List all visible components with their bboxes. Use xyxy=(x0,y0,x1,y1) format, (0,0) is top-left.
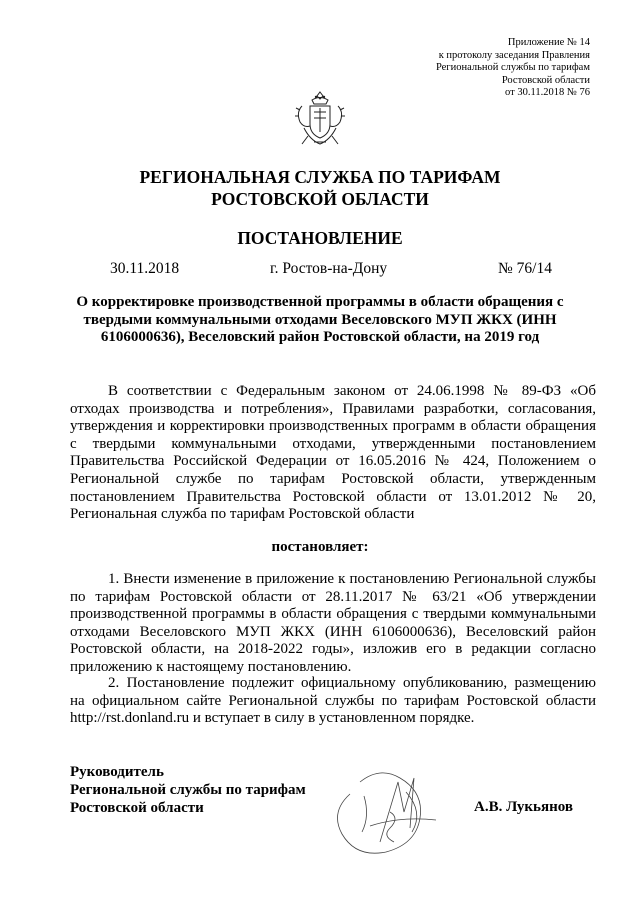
annex-line: от 30.11.2018 № 76 xyxy=(505,87,590,99)
preamble-paragraph: В соответствии с Федеральным законом от 24.06.1998 № 89-ФЗ «Об отходах производства и потребления», Правилами разработки, согласования, утверждения и корректировки производственных программ в области обращения с твердыми коммунальными отходами, утвержденными постановлением Правительства Российской Федерации от 16.05.2016 № 424, Положением о Региональной службе по тарифам Ростовской области, утвержденным постановлением Правительства Ростовской области от 13.01.2012 № 20, Региональная служба по тарифам Ростовской области xyxy=(70,383,596,523)
annex-note xyxy=(360,37,590,100)
annex-line: к протоколу заседания Правления xyxy=(438,49,590,61)
signatory-title-line: Руководитель xyxy=(70,764,164,780)
annex-line: Приложение № 14 xyxy=(507,37,590,48)
annex-line: Ростовской области xyxy=(501,74,590,86)
organization-name xyxy=(0,166,640,210)
coat-of-arms-icon xyxy=(294,86,346,150)
document-date: 30.11.2018 xyxy=(110,260,180,277)
organization-line: РЕГИОНАЛЬНАЯ СЛУЖБА ПО ТАРИФАМ xyxy=(139,167,501,187)
document-number: № 76/14 xyxy=(498,260,552,277)
document-city: г. Ростов-на-Дону xyxy=(270,260,388,277)
handwritten-signature xyxy=(330,762,470,862)
signatory-title-line: Ростовской области xyxy=(70,799,204,816)
signatory-name: А.В. Лукьянов xyxy=(474,799,573,815)
organization-line: РОСТОВСКОЙ ОБЛАСТИ xyxy=(211,189,429,209)
signatory-title-line: Региональной службы по тарифам xyxy=(70,781,306,798)
document-subject: О корректировке производственной программы в области обращения с твердыми коммунальными отходами Веселовского МУП ЖКХ (ИНН 6106000636), Веселовский район Ростовской области, на 2019 год xyxy=(76,294,564,346)
clause-paragraph: 2. Постановление подлежит официальному опубликованию, размещению на официальном сайте Региональной службы по тарифам Ростовской области http://rst.donland.ru и вступает в силу в установленном порядке. xyxy=(70,675,596,727)
clause-paragraph: 1. Внести изменение в приложение к постановлению Региональной службы по тарифам Ростовской области от 28.11.2017 № 63/21 «Об утверждении производственной программы в области обращения с твердыми коммунальными отходами Веселовского МУП ЖКХ (ИНН 6106000636), Веселовский район Ростовской области, на 2018-2022 годы», изложив его в редакции согласно приложению к настоящему постановлению. xyxy=(70,571,596,675)
annex-line: Региональной службы по тарифам xyxy=(435,62,590,74)
resolves-heading: постановляет: xyxy=(271,539,369,555)
document-type: ПОСТАНОВЛЕНИЕ xyxy=(237,228,403,248)
signatory-title xyxy=(70,764,306,817)
